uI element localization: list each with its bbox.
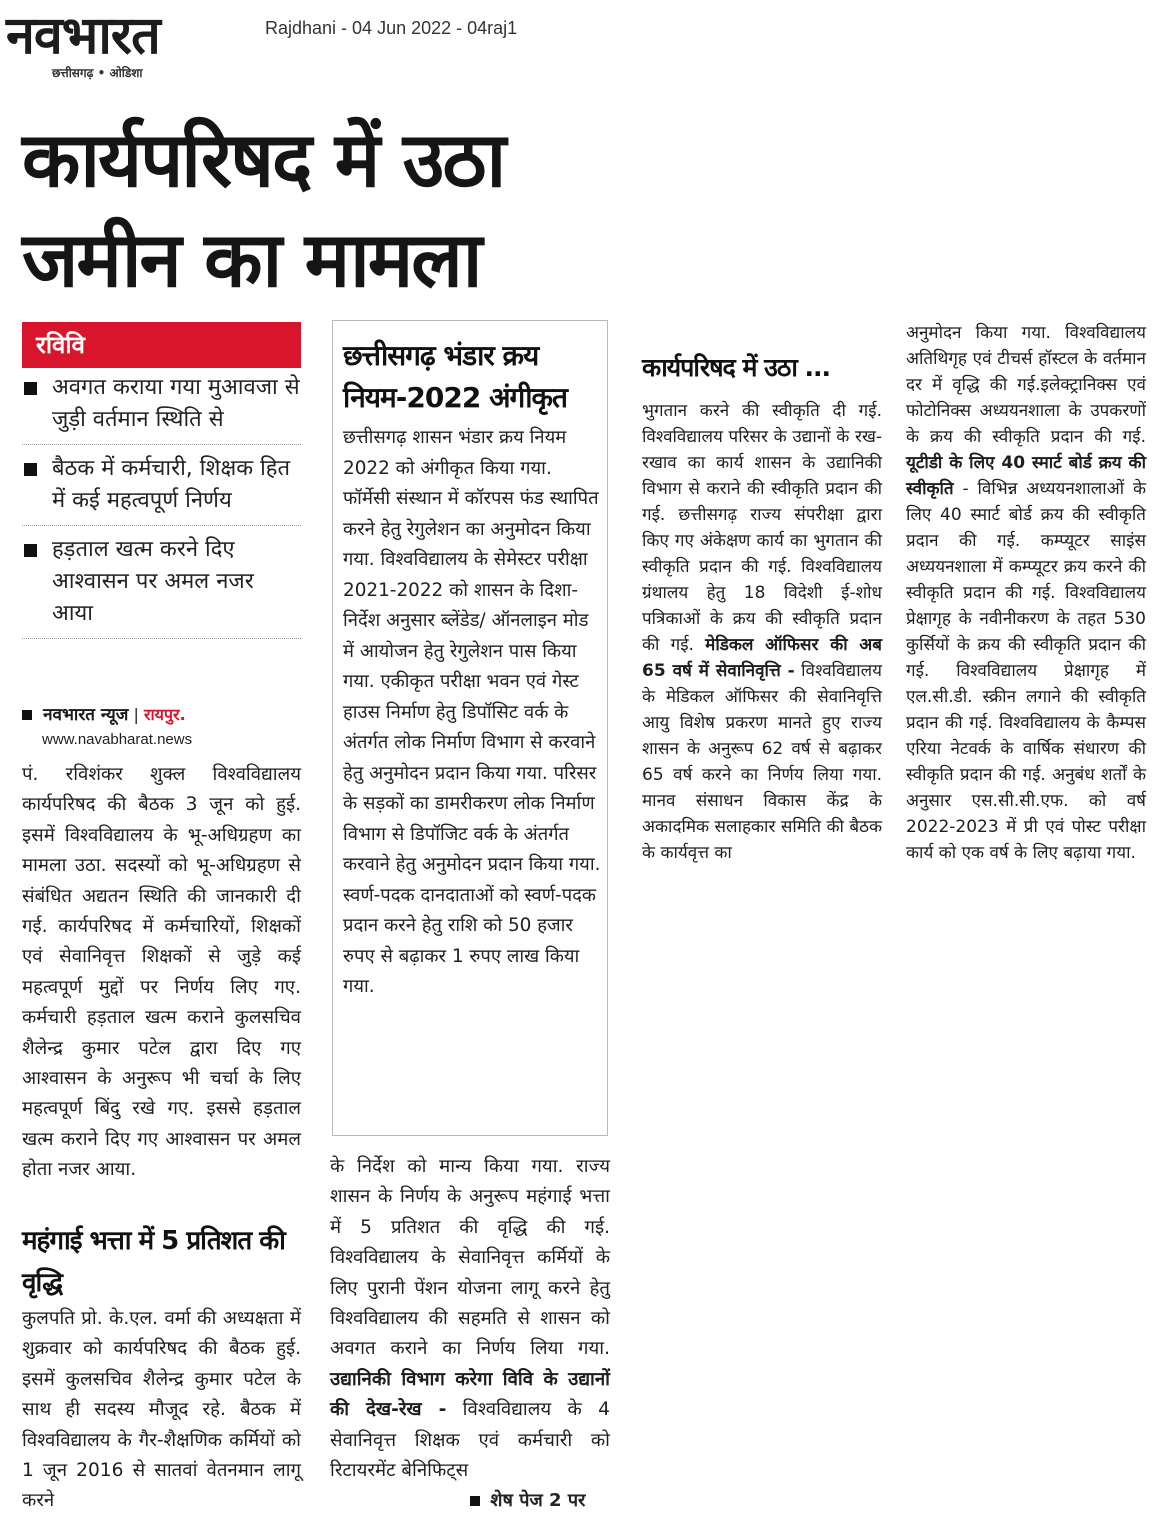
article-paragraph-1: पं. रविशंकर शुक्ल विश्वविद्यालय कार्यपरिषद की बैठक 3 जून को हुई. इसमें विश्वविद्यालय के भू-अधिग्रहण का मामला उठा. सदस्यों को भू-अधिग्रहण से संबंधित अद्यतन स्थिति की जानकारी दी गई. कार्यपरिषद में कर्मचारियों, शिक्षकों एवं सेवानिवृत्त शिक्षकों से जुड़े कई महत्वपूर्ण मुद्दों पर निर्णय लिए गए. कर्मचारी हड़ताल खत्म कराने कुलसचिव शैलेन्द्र कुमार पटेल द्वारा दिए गए आश्वासन के अनुरूप भी चर्चा के लिए महत्वपूर्ण बिंदु रखे गए. इससे हड़ताल खत्म कराने दिए गए आश्वासन पर अमल होता नजर आया. (22, 764, 301, 1181)
paragraph-text: भुगतान करने की स्वीकृति दी गई. विश्वविद्यालय परिसर के उद्यानों के रख-रखाव का कार्य शासन के उद्यानिकी विभाग से कराने की स्वीकृति प्रदान की गई. छत्तीसगढ़ राज्य संपरीक्षा द्वारा किए गए अंकेक्षण कार्य का भुगतान की स्वीकृति प्रदान की गई. विश्वविद्यालय ग्रंथालय हेतु 18 विदेशी ई-शोध पत्रिकाओं के क्रय की स्वीकृति प्रदान की गई. (642, 401, 882, 655)
newspaper-logo (6, 5, 244, 80)
headline (22, 110, 722, 310)
article-paragraph-3 (330, 1152, 610, 1486)
paragraph-text: विश्वविद्यालय के मेडिकल ऑफिसर की सेवानिवृत्ति आयु विशेष प्रकरण मानते हुए राज्य शासन के अनुरूप 62 वर्ष से बढ़ाकर 65 वर्ष करने का निर्णय लिया गया. मानव संसाधन विकास केंद्र के अकादमिक सलाहकार समिति की बैठक के कार्यवृत्त का (642, 661, 882, 863)
byline: नवभारत न्यूज | रायपुर. www.navabharat.news (22, 702, 301, 748)
dateline-city: रायपुर. (143, 705, 186, 724)
highlight-item (22, 372, 301, 445)
highlight-item (22, 453, 301, 526)
highlight-item (22, 534, 301, 639)
inline-subheading: उद्यानिकी विभाग करेगा विवि के उद्यानों की देख-रेख - (330, 1368, 610, 1421)
continued-note (470, 1488, 585, 1512)
highlight-text: बैठक में कर्मचारी, शिक्षक हित में कई महत्वपूर्ण निर्णय (52, 456, 291, 513)
bullet-square-icon (470, 1496, 480, 1506)
paragraph-text: अनुमोदन किया गया. विश्वविद्यालय अतिथिगृह एवं टीचर्स हॉस्टल के वर्तमान दर में वृद्धि की गई.इलेक्ट्रानिक्स एवं फोटोनिक्स अध्ययनशाला के उपकरणों के क्रय की स्वीकृति प्रदान की गई. (906, 323, 1146, 447)
bureau-name: नवभारत न्यूज (43, 705, 129, 725)
article-paragraph-5 (906, 320, 1146, 866)
edition-line: Rajdhani - 04 Jun 2022 - 04raj1 (265, 18, 518, 38)
bullet-square-icon (24, 463, 37, 476)
headline-line-2: जमीन का मामला (22, 215, 481, 304)
logo-subtitle: छत्तीसगढ़ • ओडिशा (52, 66, 143, 80)
article-paragraph-2: कुलपति प्रो. के.एल. वर्मा की अध्यक्षता में शुक्रवार को कार्यपरिषद की बैठक हुई. इसमें कुलसचिव शैलेन्द्र कुमार पटेल के साथ ही सदस्य मौजूद रहे. बैठक में विश्वविद्यालय के गैर-शैक्षणिक कर्मियों को 1 जून 2016 से सातवां वेतनमान लागू करने (22, 1308, 301, 1512)
continuation-heading: कार्यपरिषद में उठा ... (642, 353, 831, 382)
sidebar-heading: छत्तीसगढ़ भंडार क्रय नियम-2022 अंगीकृत (343, 339, 567, 414)
paragraph-text: - विभिन्न अध्ययनशालाओं के लिए 40 स्मार्ट बोर्ड क्रय की स्वीकृति प्रदान की गई. कम्प्यूटर साइंस अध्ययनशाला में कम्प्यूटर क्रय करने की स्वीकृति प्रदान की गई. विश्वविद्यालय प्रेक्षागृह के नवीनीकरण के तहत 530 कुर्सियों के क्रय की स्वीकृति प्रदान की गई. विश्वविद्यालय प्रेक्षागृह में एल.सी.डी. स्क्रीन लगाने की स्वीकृति प्रदान की गई. विश्वविद्यालय के कैम्पस एरिया नेटवर्क के वार्षिक संधारण की स्वीकृति प्रदान की गई. अनुबंध शर्तों के अनुसार एस.सी.सी.एफ. को वर्ष 2022-2023 में प्री एवं पोस्ट परीक्षा कार्य को एक वर्ष के लिए बढ़ाया गया. (906, 479, 1146, 863)
inline-subheading: यूटीडी के लिए 40 स्मार्ट बोर्ड क्रय की स्वीकृति (906, 453, 1146, 499)
bullet-square-icon (24, 544, 37, 557)
paragraph-text: विश्वविद्यालय के 4 सेवानिवृत्त शिक्षक एवं कर्मचारी को रिटायरमेंट बेनिफिट्स (330, 1399, 610, 1482)
highlight-text: हड़ताल खत्म करने दिए आश्वासन पर अमल नजर आया (52, 537, 254, 626)
website-link[interactable]: www.navabharat.news (42, 731, 193, 748)
section-tag: रविवि (22, 322, 301, 368)
paragraph-text: के निर्देश को मान्य किया गया. राज्य शासन के निर्णय के अनुरूप महंगाई भत्ता में 5 प्रतिशत की वृद्धि की गई. विश्वविद्यालय के सेवानिवृत्त कर्मियों के लिए पुरानी पेंशन योजना लागू करने हेतु विश्वविद्यालय की सहमति से शासन को अवगत कराने का निर्णय लिया गया. (330, 1156, 610, 1360)
sub-heading: महंगाई भत्ता में 5 प्रतिशत की वृद्धि (22, 1226, 285, 1298)
bullet-square-icon (22, 710, 32, 720)
headline-line-1: कार्यपरिषद में उठा (22, 115, 505, 204)
sidebar-text: छत्तीसगढ़ शासन भंडार क्रय नियम 2022 को अंगीकृत किया गया. फॉर्मेसी संस्थान में कॉरपस फंड स्थापित करने हेतु रेगुलेशन का अनुमोदन किया गया. विश्वविद्यालय के सेमेस्टर परीक्षा 2021-2022 को शासन के दिशा-निर्देश अनुसार ब्लेंडेड/ ऑनलाइन मोड में आयोजन हेतु रेगुलेशन पास किया गया. एकीकृत परीक्षा भवन एवं गेस्ट हाउस निर्माण हेतु डिपॉसिट वर्क के अंतर्गत लोक निर्माण विभाग से करवाने हेतु अनुमोदन प्रदान किया गया. परिसर के सड़कों का डामरीकरण लोक निर्माण विभाग से डिपॉजिट वर्क के अंतर्गत करवाने हेतु अनुमोदन प्रदान किया गया. स्वर्ण-पदक दानदाताओं को स्वर्ण-पदक प्रदान करने हेतु राशि को 50 हजार रुपए से बढ़ाकर 1 रुपए लाख किया गया. (343, 427, 601, 997)
sidebar-box (332, 320, 608, 1136)
highlight-text: अवगत कराया गया मुआवजा से जुड़ी वर्तमान स्थिति से (52, 375, 300, 432)
highlights-list (22, 372, 301, 647)
continued-text: शेष पेज 2 पर (490, 1490, 586, 1511)
logo-text: नवभारत (6, 5, 160, 66)
article-paragraph-4 (642, 398, 882, 866)
inline-subheading: मेडिकल ऑफिसर की अब 65 वर्ष में सेवानिवृत्ति - (642, 635, 882, 681)
bullet-square-icon (24, 382, 37, 395)
